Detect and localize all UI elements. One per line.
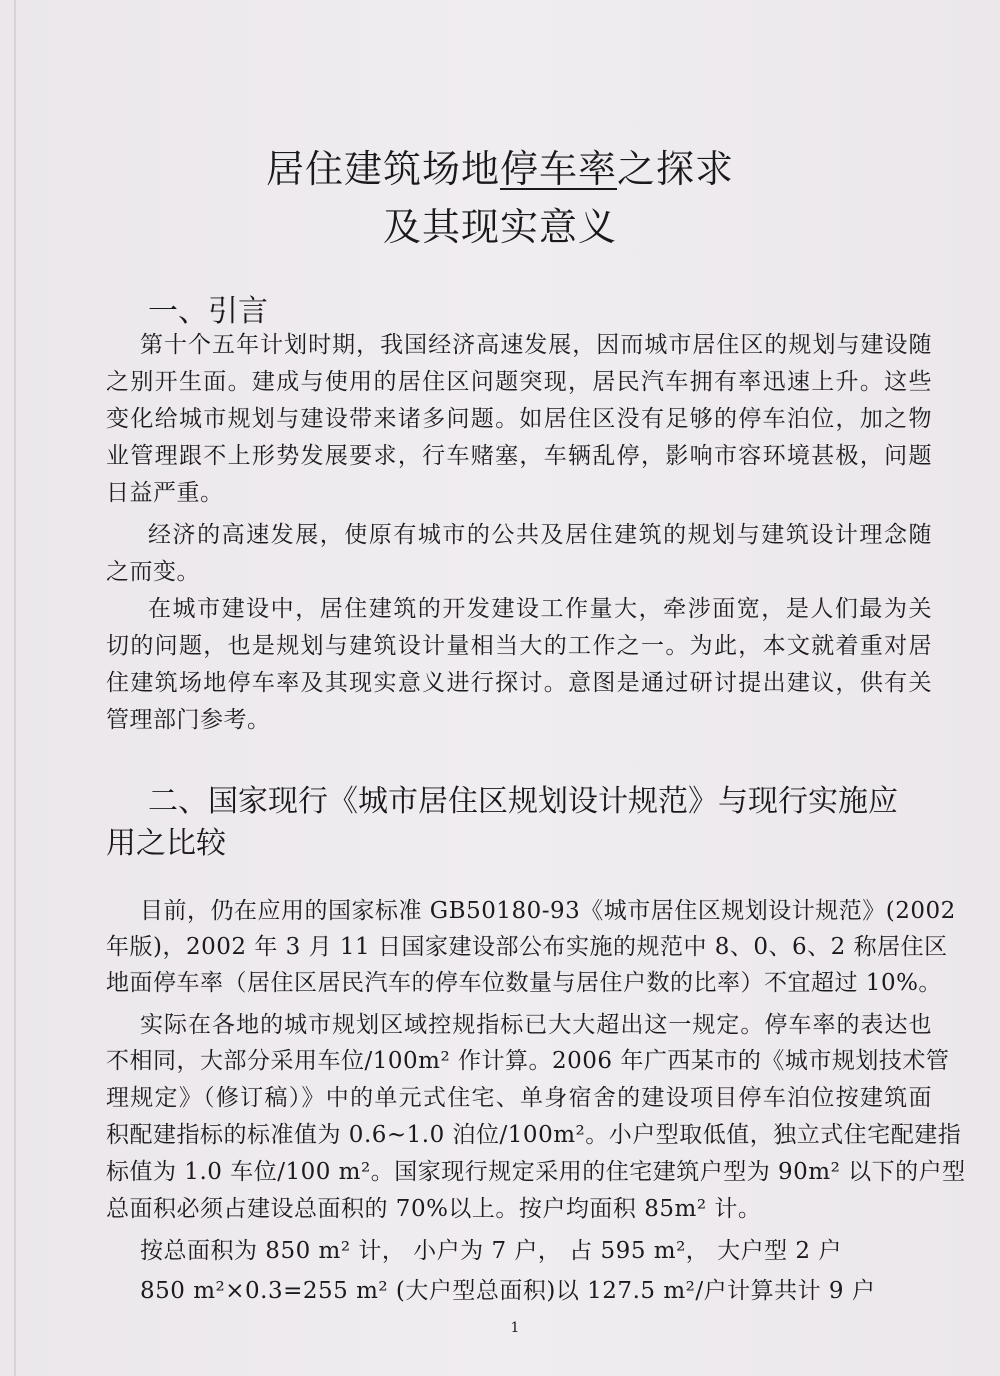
paragraph-line: 标值为 1.0 车位/100 m²。国家现行规定采用的住宅建筑户型为 90m² 以下的户型 (106, 1159, 966, 1185)
document-title-line2: 及其现实意义 (382, 205, 617, 249)
paragraph-line: 在城市建设中，居住建筑的开发建设工作量大，牵涉面宽，是人们最为关 (148, 596, 932, 622)
paragraph-line: 850 m²×0.3=255 m² (大户型总面积)以 127.5 m²/户计算共计 9 户 (140, 1278, 876, 1304)
paragraph-line: 日益严重。 (106, 480, 224, 506)
section-heading-comparison-line2: 用之比较 (106, 826, 226, 861)
paragraph-line: 之别开生面。建成与使用的居住区问题突现，居民汽车拥有率迅速上升。这些 (106, 369, 932, 395)
paragraph-line: 管理部门参考。 (106, 707, 271, 733)
section-heading-comparison-line1: 二、国家现行《城市居住区规划设计规范》与现行实施应 (148, 784, 898, 819)
paragraph-line: 业管理跟不上形势发展要求，行车赌塞，车辆乱停，影响市容环境甚极，问题 (106, 443, 932, 469)
paragraph-line: 年版)，2002 年 3 月 11 日国家建设部公布实施的规范中 8、0、6、2 称居住区 (106, 934, 948, 960)
document-title-line1 (0, 138, 1000, 193)
paragraph-line: 住建筑场地停车率及其现实意义进行探讨。意图是通过研讨提出建议，供有关 (106, 670, 932, 696)
paragraph-line: 经济的高速发展，使原有城市的公共及居住建筑的规划与建筑设计理念随 (148, 522, 932, 548)
paragraph-line: 地面停车率（居住区居民汽车的停车位数量与居住户数的比率）不宜超过 10%。 (106, 970, 942, 996)
paragraph-line: 实际在各地的城市规划区域控规指标已大大超出这一规定。停车率的表达也 (140, 1012, 932, 1038)
paragraph-line: 变化给城市规划与建设带来诸多问题。如居住区没有足够的停车泊位，加之物 (106, 406, 932, 432)
title-text-underlined: 停车率 (499, 147, 617, 191)
paragraph-line: 目前，仍在应用的国家标准 GB50180-93《城市居住区规划设计规范》(2002 (140, 898, 956, 924)
section-heading-intro: 一、引言 (148, 294, 268, 329)
paragraph-line: 切的问题，也是规划与建筑设计量相当大的工作之一。为此，本文就着重对居 (106, 633, 932, 659)
title-text-pre: 居住建筑场地 (265, 147, 500, 191)
paragraph-line: 总面积必须占建设总面积的 70%以上。按户均面积 85m² 计。 (106, 1196, 762, 1222)
paragraph-line: 之而变。 (106, 559, 200, 585)
paragraph-line: 不相同，大部分采用车位/100m² 作计算。2006 年广西某市的《城市规划技术管 (106, 1048, 950, 1074)
paragraph-line: 积配建指标的标准值为 0.6~1.0 泊位/100m²。小户型取低值，独立式住宅配建指 (106, 1122, 962, 1148)
page-number: 1 (510, 1320, 520, 1336)
paragraph-line: 按总面积为 850 m² 计， 小户为 7 户， 占 595 m²， 大户型 2 户 (140, 1238, 842, 1264)
paragraph-line: 第十个五年计划时期，我国经济高速发展，因而城市居住区的规划与建设随 (140, 332, 932, 358)
paragraph-line: 理规定》（修订稿）》中的单元式住宅、单身宿舍的建设项目停车泊位按建筑面 (106, 1085, 932, 1111)
title-text-post: 之探求 (617, 147, 735, 191)
